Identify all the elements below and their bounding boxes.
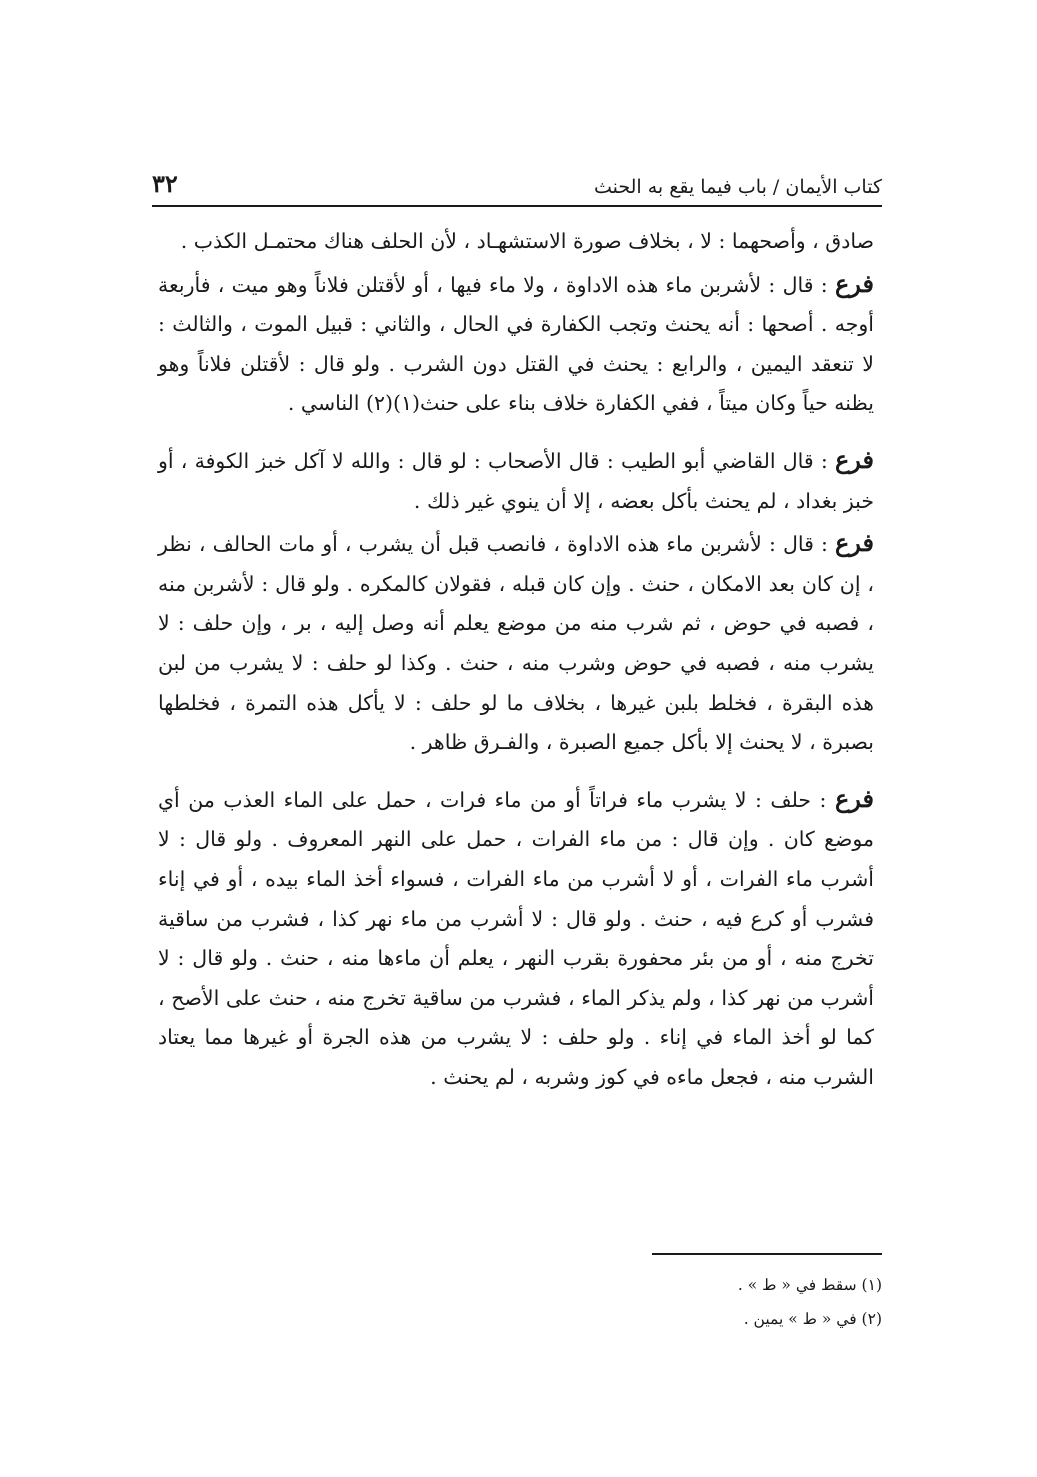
paragraph-text: : قال القاضي أبو الطيب : قال الأصحاب : لو قال : والله لا آكل خبز الكوفة ، أو خبز بغداد ، لم يحنث بأكل بعضه ، إلا أن ينوي غير ذلك . [158,448,874,513]
section-marker: فرع [834,268,874,298]
section-marker: فرع [834,528,874,558]
paragraph [158,440,874,521]
paragraph-text: : حلف : لا يشرب ماء فراتاً أو من ماء فرات ، حمل على الماء العذب من أي موضع كان . وإن قال : من ماء الفرات ، حمل على النهر المعروف . ولو قال : لا أشرب ماء الفرات ، أو لا أشرب من ماء الفرات ، فسواء أخذ الماء بيده ، أو في إناء فشرب أو كرع فيه ، حنث . ولو قال : لا أشرب من ماء نهر كذا ، فشرب من ساقية تخرج منه ، أو من بئر محفورة بقرب النهر ، يعلم أن ماءها منه ، حنث . ولو قال : لا أشرب من نهر كذا ، ولم يذكر الماء ، فشرب من ساقية تخرج منه ، حنث على الأصح ، كما لو أخذ الماء في إناء . ولو حلف : لا يشرب من هذه الجرة أو غيرها مما يعتاد الشرب منه ، فجعل ماءه في كوز وشربه ، لم يحنث . [158,787,874,1089]
footnotes [600,1268,882,1336]
paragraph-text: صادق ، وأصحهما : لا ، بخلاف صورة الاستشهـاد ، لأن الحلف هناك محتمـل الكذب . [180,229,874,253]
main-text [158,222,874,1097]
paragraph [158,523,874,763]
paragraph [158,264,874,424]
paragraph [158,779,874,1098]
paragraph-text: : قال : لأشربن ماء هذه الاداوة ، فانصب قبل أن يشرب ، أو مات الحالف ، نظر ، إن كان بعد الامكان ، حنث . وإن كان قبله ، فقولان كالمكره . ولو قال : لأشربن منه ، فصبه في حوض ، ثم شرب منه من موضع يعلم أنه وصل إليه ، بر ، وإن حلف : لا يشرب منه ، فصبه في حوض وشرب منه ، حنث . وكذا لو حلف : لا يشرب من لبن هذه البقرة ، فخلط بلبن غيرها ، بخلاف ما لو حلف : لا يأكل هذه التمرة ، فخلطها بصبرة ، لا يحنث إلا بأكل جميع الصبرة ، والفـرق ظاهر . [158,532,874,755]
paragraph-text: : قال : لأشربن ماء هذه الاداوة ، ولا ماء فيها ، أو لأقتلن فلاناً وهو ميت ، فأربعة أوجه . أصحها : أنه يحنث وتجب الكفارة في الحال ، والثاني : قبيل الموت ، والثالث : لا تنعقد اليمين ، والرابع : يحنث في القتل دون الشرب . ولو قال : لأقتلن فلاناً وهو يظنه حياً وكان ميتاً ، ففي الكفارة خلاف بناء على حنث(١)(٢) الناسي . [158,272,874,416]
running-title: كتاب الأيمان / باب فيما يقع به الحنث [593,176,882,198]
footnote: (٢) في « ط » يمين . [743,1310,882,1328]
footnote-rule [652,1253,882,1255]
page-number: ٣٢ [152,169,178,198]
header-rule [152,205,882,207]
section-marker: فرع [834,783,874,813]
footnote: (١) سقط في « ط » . [737,1276,882,1294]
page-header [152,152,882,198]
paragraph [158,222,874,262]
section-marker: فرع [834,444,874,474]
